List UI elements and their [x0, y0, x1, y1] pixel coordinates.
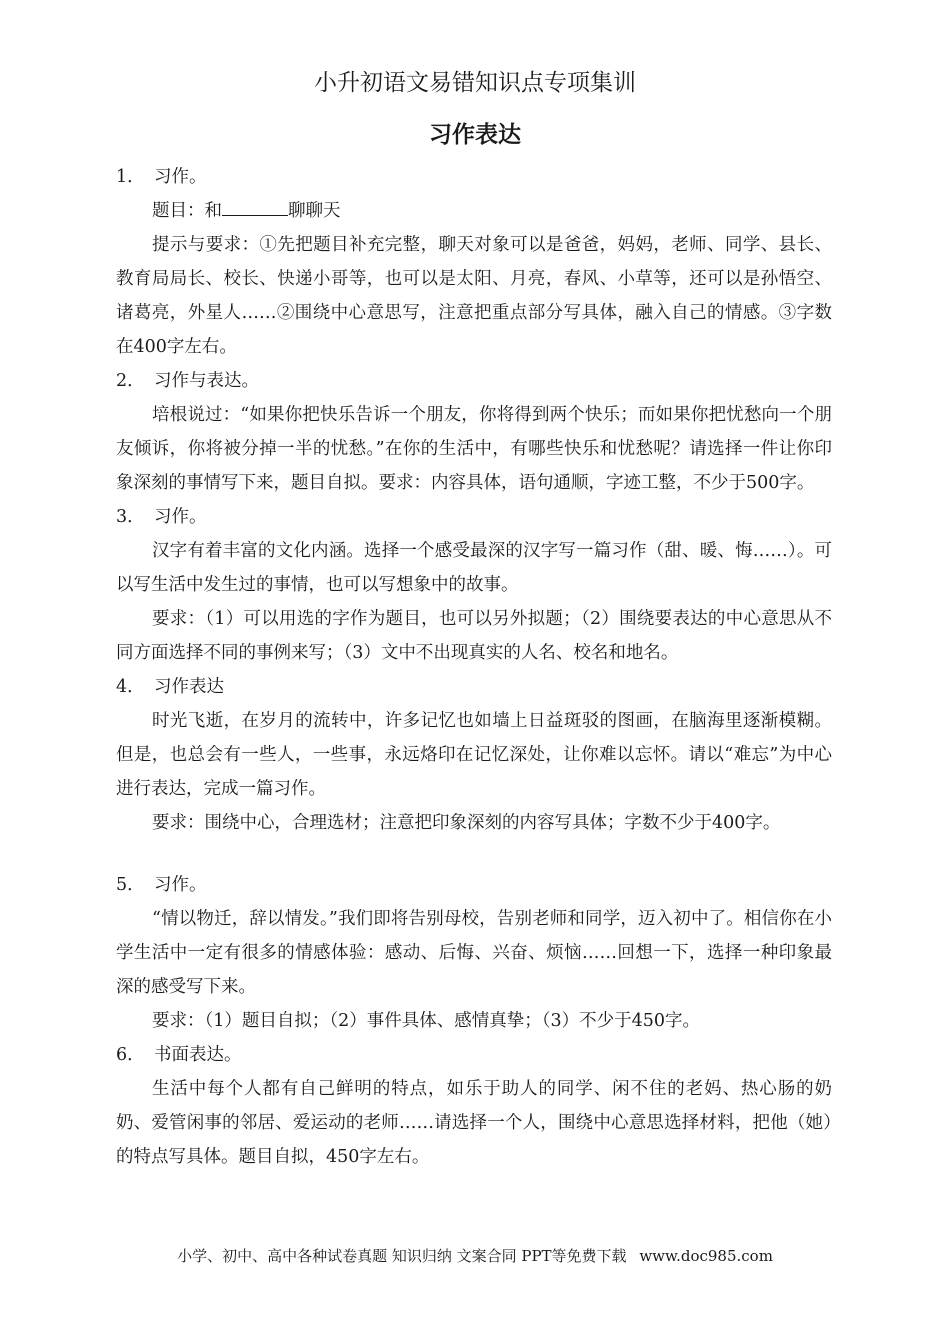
question-paragraph: 生活中每个人都有自己鲜明的特点，如乐于助人的同学、闲不住的老妈、热心肠的奶奶、爱管闲事的邻居、爱运动的老师……请选择一个人，围绕中心意思选择材料，把他（她）的特点写具体。题目自拟，450字左右。 [116, 1079, 832, 1167]
topic-suffix: 聊聊天 [288, 201, 341, 221]
question-5 [116, 868, 832, 1038]
question-heading: 习作与表达。 [154, 371, 259, 391]
question-requirements: 要求：（1）可以用选的字作为题目，也可以另外拟题；（2）围绕要表达的中心意思从不同方面选择不同的事例来写；（3）文中不出现真实的人名、校名和地名。 [116, 609, 832, 663]
question-2 [116, 364, 832, 500]
question-3 [116, 500, 832, 670]
question-number: 2． [116, 371, 145, 391]
topic-prefix: 题目：和 [152, 201, 222, 221]
question-heading: 习作表达 [154, 677, 224, 697]
page-footer [0, 1245, 950, 1266]
question-requirements: 要求：（1）题目自拟；（2）事件具体、感情真挚；（3）不少于450字。 [152, 1011, 701, 1031]
question-number: 3． [116, 507, 145, 527]
question-number: 5． [116, 875, 145, 895]
page-title: 小升初语文易错知识点专项集训 [314, 70, 636, 96]
question-heading: 习作。 [154, 875, 207, 895]
question-heading: 习作。 [154, 507, 207, 527]
question-heading: 书面表达。 [154, 1045, 242, 1065]
question-heading: 习作。 [154, 167, 207, 187]
spacer [116, 840, 832, 868]
footer-text: 小学、初中、高中各种试卷真题 知识归纳 文案合同 PPT等免费下载 [177, 1247, 627, 1265]
footer-link[interactable]: www.doc985.com [639, 1247, 773, 1265]
question-1 [116, 160, 832, 364]
question-paragraph: 提示与要求：①先把题目补充完整，聊天对象可以是爸爸，妈妈，老师、同学、县长、教育局局长、校长、快递小哥等，也可以是太阳、月亮，春风、小草等，还可以是孙悟空、诸葛亮，外星人……②围绕中心意思写，注意把重点部分写具体，融入自己的情感。③字数在400字左右。 [116, 235, 832, 357]
question-paragraph: “情以物迁，辞以情发。”我们即将告别母校，告别老师和同学，迈入初中了。相信你在小学生活中一定有很多的情感体验：感动、后悔、兴奋、烦恼……回想一下，选择一种印象最深的感受写下来。 [116, 909, 832, 997]
question-requirements: 要求：围绕中心，合理选材；注意把印象深刻的内容写具体；字数不少于400字。 [152, 813, 781, 833]
topic-line [116, 194, 832, 228]
fill-in-blank [222, 195, 288, 216]
question-paragraph: 时光飞逝，在岁月的流转中，许多记忆也如墙上日益斑驳的图画，在脑海里逐渐模糊。但是，也总会有一些人，一些事，永远烙印在记忆深处，让你难以忘怀。请以“难忘”为中心进行表达，完成一篇习作。 [116, 711, 832, 799]
question-number: 4． [116, 677, 145, 697]
question-number: 1． [116, 167, 145, 187]
question-4 [116, 670, 832, 840]
question-paragraph: 培根说过：“如果你把快乐告诉一个朋友，你将得到两个快乐；而如果你把忧愁向一个朋友倾诉，你将被分掉一半的忧愁。”在你的生活中，有哪些快乐和忧愁呢？请选择一件让你印象深刻的事情写下来，题目自拟。要求：内容具体，语句通顺，字迹工整，不少于500字。 [116, 405, 832, 493]
question-list [116, 160, 832, 1174]
question-paragraph: 汉字有着丰富的文化内涵。选择一个感受最深的汉字写一篇习作（甜、暖、悔……）。可以写生活中发生过的事情，也可以写想象中的故事。 [116, 541, 832, 595]
question-number: 6． [116, 1045, 145, 1065]
page-subtitle: 习作表达 [429, 122, 521, 148]
question-6 [116, 1038, 832, 1174]
